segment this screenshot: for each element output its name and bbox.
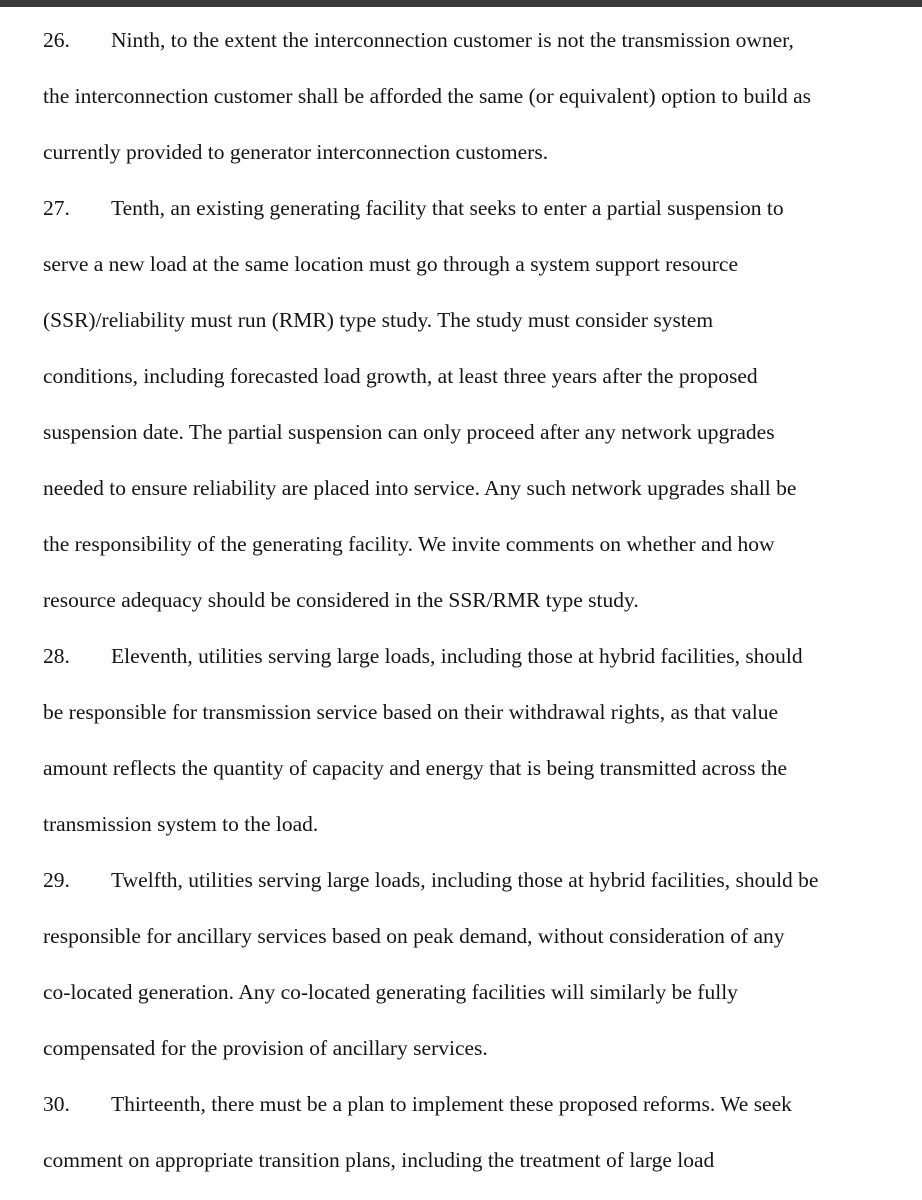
line-text: comment on appropriate transition plans, including the treatment of large load: [43, 1148, 715, 1172]
text-line: [43, 418, 775, 446]
text-line: [43, 82, 811, 110]
paragraph-number: 26.: [43, 28, 70, 52]
text-line: [43, 1090, 792, 1118]
line-text: conditions, including forecasted load growth, at least three years after the proposed: [43, 364, 758, 388]
text-line: [43, 530, 774, 558]
line-text: Thirteenth, there must be a plan to implement these proposed reforms. We seek: [111, 1092, 792, 1116]
text-line: [43, 474, 796, 502]
text-line: [43, 306, 713, 334]
paragraph-number: 29.: [43, 868, 70, 892]
line-text: Eleventh, utilities serving large loads, including those at hybrid facilities, should: [111, 644, 803, 668]
text-line: [43, 698, 778, 726]
paragraph-number: 28.: [43, 644, 70, 668]
line-text: transmission system to the load.: [43, 812, 319, 836]
line-text: the interconnection customer shall be afforded the same (or equivalent) option to build as: [43, 84, 811, 108]
line-text: needed to ensure reliability are placed into service. Any such network upgrades shall be: [43, 476, 797, 500]
text-line: [43, 194, 784, 222]
text-line: [43, 250, 738, 278]
paragraph-number: 30.: [43, 1092, 70, 1116]
text-line: [43, 866, 818, 894]
text-line: [43, 754, 787, 782]
line-text: resource adequacy should be considered in the SSR/RMR type study.: [43, 588, 639, 612]
paragraph-number: 27.: [43, 196, 70, 220]
text-line: [43, 362, 758, 390]
line-text: responsible for ancillary services based on peak demand, without consideration of any: [43, 924, 785, 948]
line-text: the responsibility of the generating facility. We invite comments on whether and how: [43, 532, 775, 556]
text-line: [43, 138, 548, 166]
line-text: amount reflects the quantity of capacity and energy that is being transmitted across the: [43, 756, 788, 780]
line-text: be responsible for transmission service based on their withdrawal rights, as that value: [43, 700, 778, 724]
text-line: [43, 810, 318, 838]
text-line: [43, 978, 738, 1006]
line-text: co-located generation. Any co-located generating facilities will similarly be fully: [43, 980, 738, 1004]
text-line: [43, 1034, 488, 1062]
line-text: Tenth, an existing generating facility that seeks to enter a partial suspension to: [111, 196, 784, 220]
line-text: compensated for the provision of ancillary services.: [43, 1036, 488, 1060]
line-text: (SSR)/reliability must run (RMR) type study. The study must consider system: [43, 308, 714, 332]
text-line: [43, 642, 803, 670]
text-line: [43, 26, 794, 54]
line-text: Twelfth, utilities serving large loads, including those at hybrid facilities, should be: [111, 868, 819, 892]
text-line: [43, 586, 639, 614]
line-text: Ninth, to the extent the interconnection customer is not the transmission owner,: [111, 28, 794, 52]
line-text: currently provided to generator interconnection customers.: [43, 140, 549, 164]
text-line: [43, 922, 785, 950]
line-text: suspension date. The partial suspension can only proceed after any network upgrades: [43, 420, 775, 444]
line-text: serve a new load at the same location must go through a system support resource: [43, 252, 738, 276]
text-line: [43, 1146, 714, 1174]
